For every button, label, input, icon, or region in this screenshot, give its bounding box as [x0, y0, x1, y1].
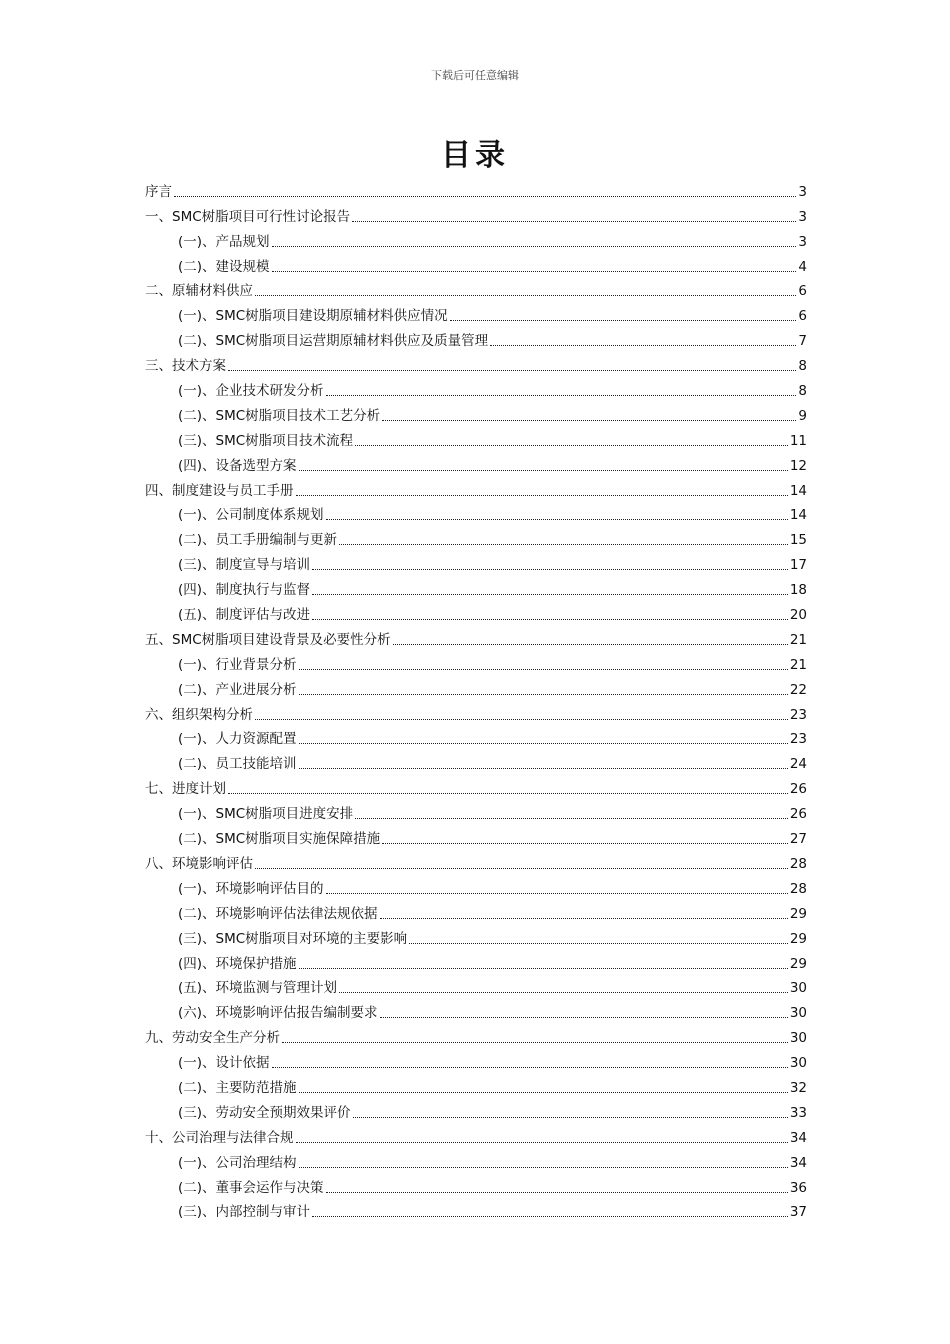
toc-entry[interactable]	[145, 797, 807, 822]
toc-entry[interactable]	[145, 1046, 807, 1071]
toc-entry-page-number: 34	[789, 1154, 807, 1171]
toc-entry-page-number: 12	[789, 457, 807, 474]
toc-dot-leader	[299, 968, 788, 969]
toc-entry[interactable]	[145, 1021, 807, 1046]
toc-entry-label: (一)、SMC树脂项目进度安排	[178, 806, 354, 823]
toc-dot-leader	[326, 893, 788, 894]
toc-entry-label: (二)、员工手册编制与更新	[178, 532, 338, 549]
toc-dot-leader	[393, 644, 788, 645]
toc-entry[interactable]	[145, 449, 807, 474]
toc-dot-leader	[299, 743, 788, 744]
toc-entry-page-number: 34	[789, 1129, 807, 1146]
toc-entry[interactable]	[145, 623, 807, 648]
toc-entry[interactable]	[145, 1071, 807, 1096]
toc-entry[interactable]	[145, 1196, 807, 1221]
page-title: 目录	[441, 138, 509, 173]
toc-entry-page-number: 28	[789, 855, 807, 872]
toc-dot-leader	[382, 420, 796, 421]
toc-entry-page-number: 4	[798, 258, 807, 275]
toc-entry-label: 三、技术方案	[145, 358, 226, 375]
toc-entry-page-number: 6	[798, 283, 807, 300]
toc-entry-page-number: 8	[798, 383, 807, 400]
toc-entry-label: (一)、公司制度体系规划	[178, 507, 324, 524]
toc-entry-label: (一)、人力资源配置	[178, 731, 297, 748]
toc-entry[interactable]	[145, 996, 807, 1021]
toc-entry[interactable]	[145, 847, 807, 872]
toc-entry[interactable]	[145, 424, 807, 449]
toc-entry-page-number: 3	[798, 233, 807, 250]
toc-entry[interactable]	[145, 972, 807, 997]
toc-entry[interactable]	[145, 872, 807, 897]
toc-dot-leader	[353, 1117, 788, 1118]
toc-dot-leader	[299, 768, 788, 769]
toc-entry-label: (一)、企业技术研发分析	[178, 383, 324, 400]
toc-dot-leader	[272, 271, 797, 272]
toc-entry[interactable]	[145, 349, 807, 374]
toc-entry-label: (四)、设备选型方案	[178, 457, 297, 474]
toc-dot-leader	[312, 569, 788, 570]
toc-entry-label: (三)、SMC树脂项目对环境的主要影响	[178, 930, 408, 947]
toc-entry-page-number: 30	[789, 1055, 807, 1072]
toc-entry-page-number: 6	[798, 308, 807, 325]
toc-entry-label: 二、原辅材料供应	[145, 283, 253, 300]
toc-entry-page-number: 9	[798, 407, 807, 424]
toc-entry[interactable]	[145, 499, 807, 524]
toc-entry-label: 四、制度建设与员工手册	[145, 482, 294, 499]
toc-entry-page-number: 8	[798, 358, 807, 375]
toc-entry-page-number: 36	[789, 1179, 807, 1196]
toc-entry-page-number: 3	[798, 183, 807, 200]
toc-dot-leader	[299, 1167, 788, 1168]
toc-dot-leader	[490, 345, 796, 346]
toc-entry[interactable]	[145, 225, 807, 250]
toc-entry[interactable]	[145, 200, 807, 225]
toc-entry-label: (二)、环境影响评估法律法规依据	[178, 905, 378, 922]
toc-entry-label: 六、组织架构分析	[145, 706, 253, 723]
toc-entry[interactable]	[145, 474, 807, 499]
table-of-contents	[145, 175, 807, 1220]
toc-entry[interactable]	[145, 399, 807, 424]
toc-dot-leader	[296, 1142, 788, 1143]
toc-entry-label: (四)、环境保护措施	[178, 955, 297, 972]
page-header: 下载后可任意编辑	[431, 69, 519, 82]
toc-entry[interactable]	[145, 1146, 807, 1171]
toc-entry-page-number: 20	[789, 607, 807, 624]
toc-entry-page-number: 23	[789, 731, 807, 748]
toc-dot-leader	[352, 221, 796, 222]
toc-entry-label: 一、SMC树脂项目可行性讨论报告	[145, 208, 351, 225]
toc-dot-leader	[296, 495, 788, 496]
toc-dot-leader	[299, 470, 788, 471]
toc-entry-label: 七、进度计划	[145, 781, 226, 798]
toc-entry-page-number: 18	[789, 582, 807, 599]
toc-entry-label: (一)、行业背景分析	[178, 656, 297, 673]
toc-entry[interactable]	[145, 548, 807, 573]
toc-entry-label: (一)、产品规划	[178, 233, 270, 250]
toc-entry-label: (二)、SMC树脂项目实施保障措施	[178, 831, 381, 848]
toc-entry-label: (二)、建设规模	[178, 258, 270, 275]
toc-dot-leader	[326, 1192, 788, 1193]
toc-entry-label: (三)、内部控制与审计	[178, 1204, 311, 1221]
toc-entry-page-number: 28	[789, 880, 807, 897]
toc-entry[interactable]	[145, 250, 807, 275]
toc-entry[interactable]	[145, 723, 807, 748]
toc-entry-label: (二)、SMC树脂项目技术工艺分析	[178, 407, 381, 424]
toc-entry[interactable]	[145, 275, 807, 300]
toc-entry-label: (一)、设计依据	[178, 1055, 270, 1072]
toc-dot-leader	[312, 1216, 788, 1217]
toc-entry-label: (一)、公司治理结构	[178, 1154, 297, 1171]
toc-entry-label: 十、公司治理与法律合规	[145, 1129, 294, 1146]
toc-entry-label: (二)、产业进展分析	[178, 681, 297, 698]
toc-dot-leader	[382, 843, 788, 844]
toc-entry-page-number: 27	[789, 831, 807, 848]
toc-entry[interactable]	[145, 299, 807, 324]
toc-entry-label: (四)、制度执行与监督	[178, 582, 311, 599]
toc-entry[interactable]	[145, 374, 807, 399]
toc-entry[interactable]	[145, 523, 807, 548]
toc-dot-leader	[272, 1067, 788, 1068]
toc-entry-label: (二)、董事会运作与决策	[178, 1179, 324, 1196]
toc-entry-label: (三)、劳动安全预期效果评价	[178, 1104, 351, 1121]
toc-dot-leader	[255, 868, 788, 869]
toc-entry-page-number: 24	[789, 756, 807, 773]
toc-entry-label: (三)、SMC树脂项目技术流程	[178, 432, 354, 449]
toc-entry-label: (三)、制度宣导与培训	[178, 557, 311, 574]
toc-dot-leader	[272, 246, 797, 247]
toc-entry-page-number: 30	[789, 1030, 807, 1047]
toc-entry[interactable]	[145, 747, 807, 772]
toc-dot-leader	[380, 918, 788, 919]
toc-entry-page-number: 29	[789, 930, 807, 947]
toc-dot-leader	[299, 1092, 788, 1093]
toc-dot-leader	[255, 719, 788, 720]
toc-entry-label: (二)、主要防范措施	[178, 1079, 297, 1096]
toc-entry-label: (五)、环境监测与管理计划	[178, 980, 338, 997]
toc-entry-page-number: 37	[789, 1204, 807, 1221]
toc-entry[interactable]	[145, 324, 807, 349]
toc-dot-leader	[228, 793, 788, 794]
toc-dot-leader	[282, 1042, 788, 1043]
toc-dot-leader	[174, 196, 796, 197]
toc-entry-label: 九、劳动安全生产分析	[145, 1030, 280, 1047]
toc-dot-leader	[326, 519, 788, 520]
toc-entry-page-number: 26	[789, 781, 807, 798]
toc-entry[interactable]	[145, 1096, 807, 1121]
toc-dot-leader	[355, 818, 788, 819]
toc-entry[interactable]	[145, 822, 807, 847]
toc-entry-page-number: 3	[798, 208, 807, 225]
toc-entry[interactable]	[145, 673, 807, 698]
toc-entry[interactable]	[145, 1171, 807, 1196]
toc-entry-page-number: 33	[789, 1104, 807, 1121]
toc-entry-page-number: 26	[789, 806, 807, 823]
toc-entry-page-number: 29	[789, 905, 807, 922]
toc-entry-page-number: 17	[789, 557, 807, 574]
toc-entry-label: 五、SMC树脂项目建设背景及必要性分析	[145, 631, 391, 648]
toc-entry-page-number: 11	[789, 432, 807, 449]
toc-dot-leader	[450, 320, 797, 321]
toc-entry-page-number: 21	[789, 656, 807, 673]
toc-dot-leader	[299, 669, 788, 670]
toc-entry-page-number: 14	[789, 507, 807, 524]
toc-entry-page-number: 29	[789, 955, 807, 972]
toc-entry-page-number: 7	[798, 333, 807, 350]
toc-entry-page-number: 14	[789, 482, 807, 499]
toc-entry-label: (五)、制度评估与改进	[178, 607, 311, 624]
toc-entry-label: (一)、环境影响评估目的	[178, 880, 324, 897]
toc-dot-leader	[339, 992, 788, 993]
toc-entry-label: 八、环境影响评估	[145, 855, 253, 872]
toc-entry-page-number: 30	[789, 980, 807, 997]
toc-entry-page-number: 32	[789, 1079, 807, 1096]
toc-dot-leader	[228, 370, 796, 371]
toc-dot-leader	[355, 445, 788, 446]
toc-entry-label: 序言	[145, 183, 172, 200]
toc-dot-leader	[326, 395, 797, 396]
toc-entry-label: (六)、环境影响评估报告编制要求	[178, 1005, 378, 1022]
toc-entry-label: (一)、SMC树脂项目建设期原辅材料供应情况	[178, 308, 448, 325]
toc-entry[interactable]	[145, 698, 807, 723]
toc-dot-leader	[312, 594, 788, 595]
toc-entry[interactable]	[145, 598, 807, 623]
toc-entry-label: (二)、SMC树脂项目运营期原辅材料供应及质量管理	[178, 333, 489, 350]
toc-entry-page-number: 30	[789, 1005, 807, 1022]
toc-dot-leader	[255, 295, 796, 296]
toc-entry[interactable]	[145, 1121, 807, 1146]
toc-entry[interactable]	[145, 175, 807, 200]
toc-entry[interactable]	[145, 897, 807, 922]
toc-entry-page-number: 21	[789, 631, 807, 648]
toc-entry[interactable]	[145, 772, 807, 797]
toc-entry[interactable]	[145, 922, 807, 947]
toc-entry-page-number: 15	[789, 532, 807, 549]
toc-dot-leader	[409, 943, 788, 944]
toc-entry[interactable]	[145, 947, 807, 972]
toc-dot-leader	[312, 619, 788, 620]
toc-entry[interactable]	[145, 573, 807, 598]
toc-dot-leader	[380, 1017, 788, 1018]
toc-entry-page-number: 23	[789, 706, 807, 723]
toc-dot-leader	[339, 544, 788, 545]
toc-dot-leader	[299, 694, 788, 695]
toc-entry-page-number: 22	[789, 681, 807, 698]
toc-entry[interactable]	[145, 648, 807, 673]
toc-entry-label: (二)、员工技能培训	[178, 756, 297, 773]
